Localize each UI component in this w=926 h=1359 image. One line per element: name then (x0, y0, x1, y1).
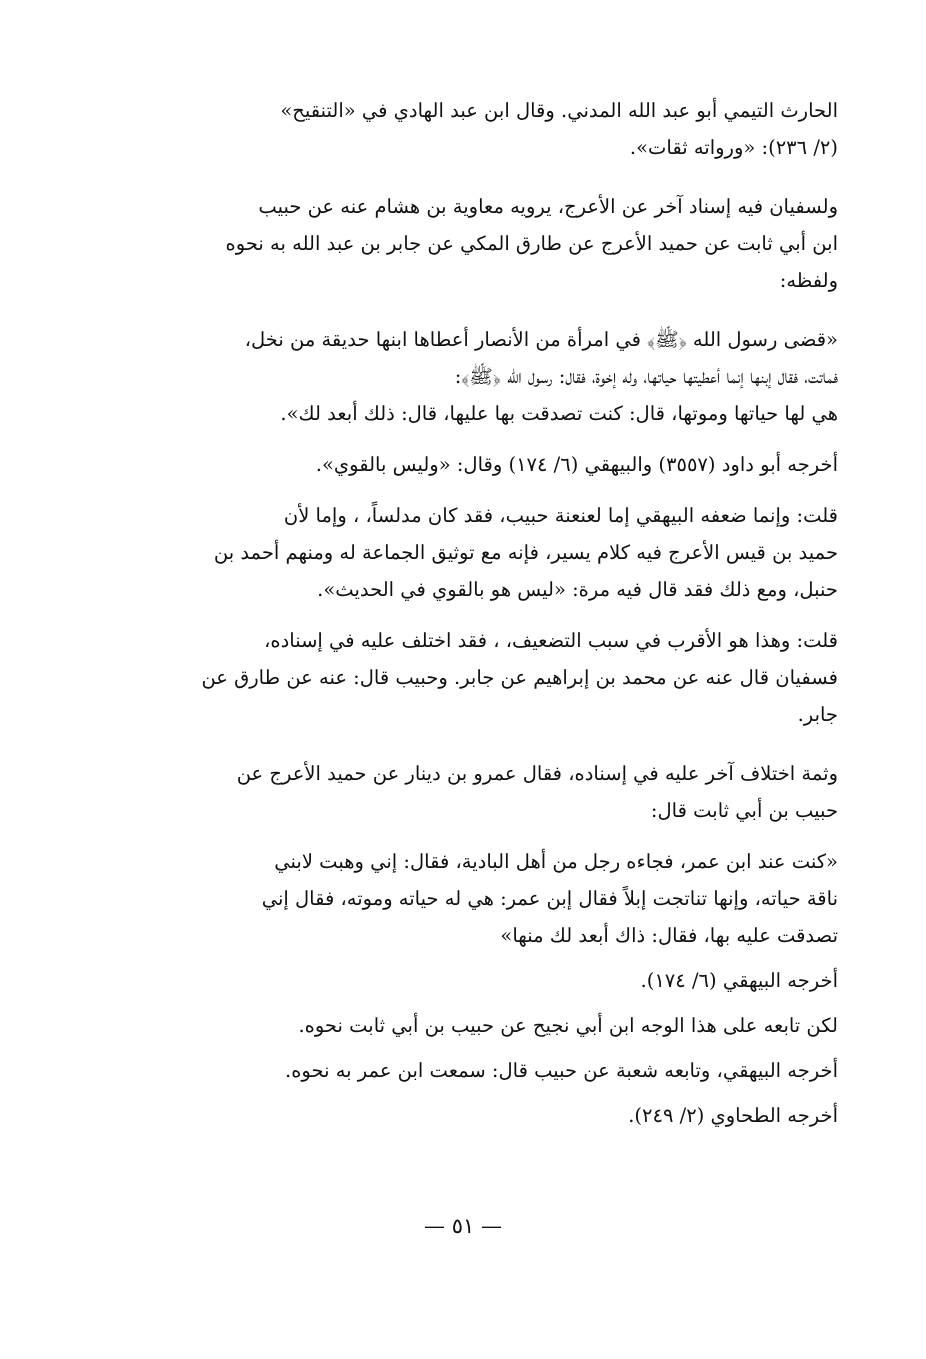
text-line: حبيب بن أبي ثابت قال: (650, 799, 838, 822)
paragraph (150, 1007, 838, 1044)
text-body (150, 92, 838, 1134)
paragraph (150, 188, 838, 299)
text-line: ابن أبي ثابت عن حميد الأعرج عن طارق المكي عن جابر بن عبد الله به نحوه (225, 232, 838, 255)
text-line: ناقة حياته، وإنها تناتجت إبلاً فقال إبن عمر: هي له حياته وموته، فقال إني (261, 887, 838, 910)
paragraph (150, 321, 838, 432)
text-line: (٢/ ٢٣٦): «ورواته ثقات». (629, 136, 838, 159)
paragraph (150, 843, 838, 954)
paragraph (150, 1052, 838, 1089)
text-line: قلت: وهذا هو الأقرب في سبب التضعيف، ، فقد اختلف عليه في إسناده، (264, 629, 838, 652)
text-line: قلت: وإنما ضعفه البيهقي إما لعنعنة حبيب، فقد كان مدلساً، ، وإما لأن (283, 504, 838, 527)
text-line: جابر. (797, 703, 838, 726)
text-line: «كنت عند ابن عمر، فجاءه رجل من أهل البادية، فقال: إني وهبت لابني (274, 850, 838, 873)
text-line: وثمة اختلاف آخر عليه في إسناده، فقال عمرو بن دينار عن حميد الأعرج عن (236, 762, 838, 785)
text-line: هي لها حياتها وموتها، قال: كنت تصدقت بها عليها، قال: ذلك أبعد لك». (280, 402, 838, 425)
paragraph (150, 622, 838, 733)
paragraph (150, 1097, 838, 1134)
text-line: ولسفيان فيه إسناد آخر عن الأعرج، يرويه معاوية بن هشام عنه عن حبيب (258, 195, 838, 218)
text-line: ولفظه: (779, 269, 838, 292)
text-line: تصدقت عليه بها، فقال: ذاك أبعد لك منها» (500, 924, 838, 947)
text-line: أخرجه البيهقي، وتابعه شعبة عن حبيب قال: سمعت ابن عمر به نحوه. (285, 1059, 838, 1082)
paragraph (150, 755, 838, 829)
text-line: فماتت، فقال إبنها إنما أعطيتها حياتها، وله إخوة، فقال: رسول الله ﴿ﷺ﴾: (454, 365, 838, 388)
text-line: أخرجه الطحاوي (٢/ ٢٤٩). (628, 1104, 838, 1127)
text-line: الحارث التيمي أبو عبد الله المدني. وقال ابن عبد الهادي في «التنقيح» (280, 99, 838, 122)
paragraph (150, 497, 838, 608)
text-line: أخرجه أبو داود (٣٥٥٧) والبيهقي (٦/ ١٧٤) وقال: «وليس بالقوي». (315, 453, 838, 476)
paragraph (150, 92, 838, 166)
paragraph (150, 446, 838, 483)
text-line: لكن تابعه على هذا الوجه ابن أبي نجيح عن حبيب بن أبي ثابت نحوه. (298, 1014, 838, 1037)
page-number: — ٥١ — (424, 1214, 502, 1238)
text-line: حنبل، ومع ذلك فقد قال فيه مرة: «ليس هو بالقوي في الحديث». (317, 578, 838, 601)
text-line: «قضى رسول الله ﴿ﷺ﴾ في امرأة من الأنصار أعطاها ابنها حديقة من نخل، (244, 328, 838, 351)
paragraph (150, 962, 838, 999)
text-line: أخرجه البيهقي (٦/ ١٧٤). (640, 969, 838, 992)
text-line: فسفيان قال عنه عن محمد بن إبراهيم عن جابر. وحبيب قال: عنه عن طارق عن (201, 666, 838, 689)
text-line: حميد بن قيس الأعرج فيه كلام يسير، فإنه مع توثيق الجماعة له ومنهم أحمد بن (213, 541, 838, 564)
